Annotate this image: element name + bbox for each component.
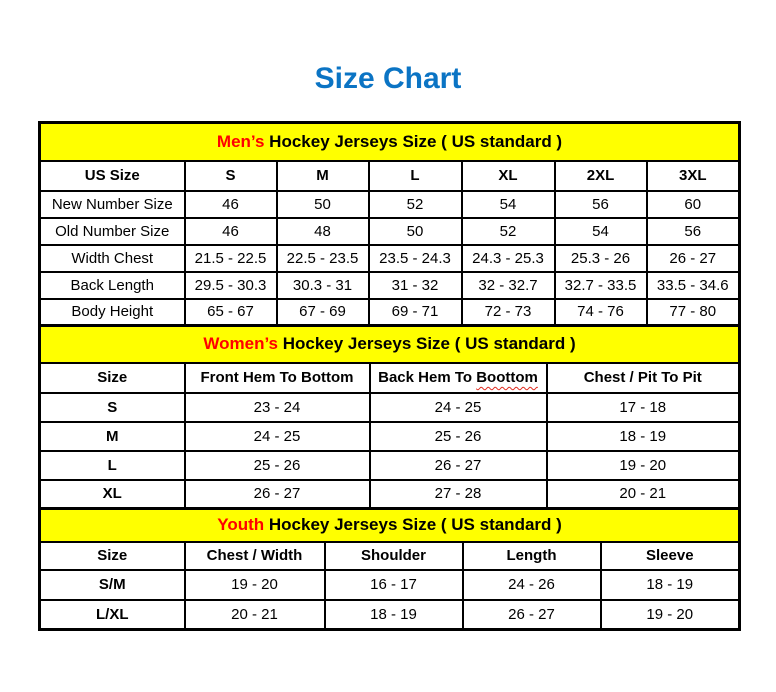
size-cell: 23.5 - 24.3 <box>369 245 462 272</box>
size-cell: 32.7 - 33.5 <box>555 272 647 299</box>
size-cell: 48 <box>277 218 369 245</box>
column-header: Size <box>40 363 185 393</box>
size-cell: 74 - 76 <box>555 299 647 326</box>
column-header <box>370 363 547 393</box>
youth-section-header <box>40 509 740 542</box>
size-cell: 21.5 - 22.5 <box>185 245 277 272</box>
mens-section-title-rest: Hockey Jerseys Size ( US standard ) <box>264 131 563 151</box>
mens-size-table <box>38 121 741 327</box>
size-cell: 46 <box>185 218 277 245</box>
row-label: Body Height <box>40 299 185 326</box>
row-label: Width Chest <box>40 245 185 272</box>
table-row <box>40 272 740 299</box>
mens-section-header-row <box>40 123 740 161</box>
table-row <box>40 422 740 451</box>
size-cell: 60 <box>647 191 740 218</box>
column-header: US Size <box>40 161 185 191</box>
womens-section-highlight: Women’s <box>203 334 278 354</box>
column-header: M <box>277 161 369 191</box>
column-header: S <box>185 161 277 191</box>
table-row <box>40 451 740 480</box>
size-cell: 25 - 26 <box>370 422 547 451</box>
size-tables-container <box>38 121 738 631</box>
size-cell: 50 <box>277 191 369 218</box>
size-cell: 33.5 - 34.6 <box>647 272 740 299</box>
row-label: Old Number Size <box>40 218 185 245</box>
size-cell: 52 <box>369 191 462 218</box>
size-cell: 25 - 26 <box>185 451 370 480</box>
column-header: Sleeve <box>601 542 740 570</box>
row-label: Back Length <box>40 272 185 299</box>
youth-section-highlight: Youth <box>217 515 265 535</box>
size-cell: 26 - 27 <box>185 480 370 509</box>
size-cell: 54 <box>555 218 647 245</box>
size-cell: 19 - 20 <box>601 600 740 630</box>
size-cell: 17 - 18 <box>547 393 740 422</box>
mens-section-header <box>40 123 740 161</box>
size-cell: 26 - 27 <box>463 600 601 630</box>
size-cell: 46 <box>185 191 277 218</box>
size-cell: 26 - 27 <box>647 245 740 272</box>
size-cell: 31 - 32 <box>369 272 462 299</box>
table-row <box>40 600 740 630</box>
column-header: Shoulder <box>325 542 463 570</box>
size-cell: 18 - 19 <box>325 600 463 630</box>
row-label: S/M <box>40 570 185 600</box>
table-row <box>40 570 740 600</box>
table-row <box>40 245 740 272</box>
column-header: Size <box>40 542 185 570</box>
size-cell: 67 - 69 <box>277 299 369 326</box>
size-cell: 19 - 20 <box>185 570 325 600</box>
womens-section-header <box>40 326 740 363</box>
row-label: XL <box>40 480 185 509</box>
size-cell: 25.3 - 26 <box>555 245 647 272</box>
row-label: L/XL <box>40 600 185 630</box>
row-label: M <box>40 422 185 451</box>
size-cell: 22.5 - 23.5 <box>277 245 369 272</box>
size-cell: 24 - 25 <box>370 393 547 422</box>
row-label: New Number Size <box>40 191 185 218</box>
size-cell: 24 - 26 <box>463 570 601 600</box>
size-cell: 26 - 27 <box>370 451 547 480</box>
womens-section-header-row <box>40 326 740 363</box>
column-header: Chest / Pit To Pit <box>547 363 740 393</box>
column-header: L <box>369 161 462 191</box>
size-cell: 24.3 - 25.3 <box>462 245 555 272</box>
size-cell: 56 <box>647 218 740 245</box>
column-header: Length <box>463 542 601 570</box>
size-cell: 32 - 32.7 <box>462 272 555 299</box>
size-cell: 18 - 19 <box>547 422 740 451</box>
row-label: L <box>40 451 185 480</box>
column-header: Front Hem To Bottom <box>185 363 370 393</box>
size-cell: 30.3 - 31 <box>277 272 369 299</box>
size-cell: 20 - 21 <box>185 600 325 630</box>
youth-size-table <box>38 507 741 631</box>
row-label: S <box>40 393 185 422</box>
column-header: XL <box>462 161 555 191</box>
womens-section-title-rest: Hockey Jerseys Size ( US standard ) <box>278 334 576 354</box>
size-cell: 16 - 17 <box>325 570 463 600</box>
size-cell: 52 <box>462 218 555 245</box>
page-title: Size Chart <box>314 62 462 95</box>
size-cell: 23 - 24 <box>185 393 370 422</box>
size-cell: 65 - 67 <box>185 299 277 326</box>
column-header: 3XL <box>647 161 740 191</box>
mens-column-header-row <box>40 161 740 191</box>
womens-size-table <box>38 324 741 510</box>
column-header: 2XL <box>555 161 647 191</box>
womens-column-header-row <box>40 363 740 393</box>
size-cell: 19 - 20 <box>547 451 740 480</box>
table-row <box>40 218 740 245</box>
youth-section-title-rest: Hockey Jerseys Size ( US standard ) <box>264 515 562 535</box>
table-row <box>40 480 740 509</box>
column-header-text: Back Hem To <box>378 369 477 386</box>
size-cell: 56 <box>555 191 647 218</box>
size-cell: 72 - 73 <box>462 299 555 326</box>
table-row <box>40 299 740 326</box>
table-row <box>40 393 740 422</box>
column-header: Chest / Width <box>185 542 325 570</box>
mens-section-highlight: Men’s <box>216 131 265 151</box>
youth-section-header-row <box>40 509 740 542</box>
size-cell: 27 - 28 <box>370 480 547 509</box>
size-cell: 18 - 19 <box>601 570 740 600</box>
size-cell: 50 <box>369 218 462 245</box>
size-cell: 77 - 80 <box>647 299 740 326</box>
size-cell: 24 - 25 <box>185 422 370 451</box>
size-cell: 29.5 - 30.3 <box>185 272 277 299</box>
size-cell: 54 <box>462 191 555 218</box>
youth-column-header-row <box>40 542 740 570</box>
size-cell: 69 - 71 <box>369 299 462 326</box>
size-cell: 20 - 21 <box>547 480 740 509</box>
misspelled-word: Boottom <box>476 369 538 386</box>
table-row <box>40 191 740 218</box>
